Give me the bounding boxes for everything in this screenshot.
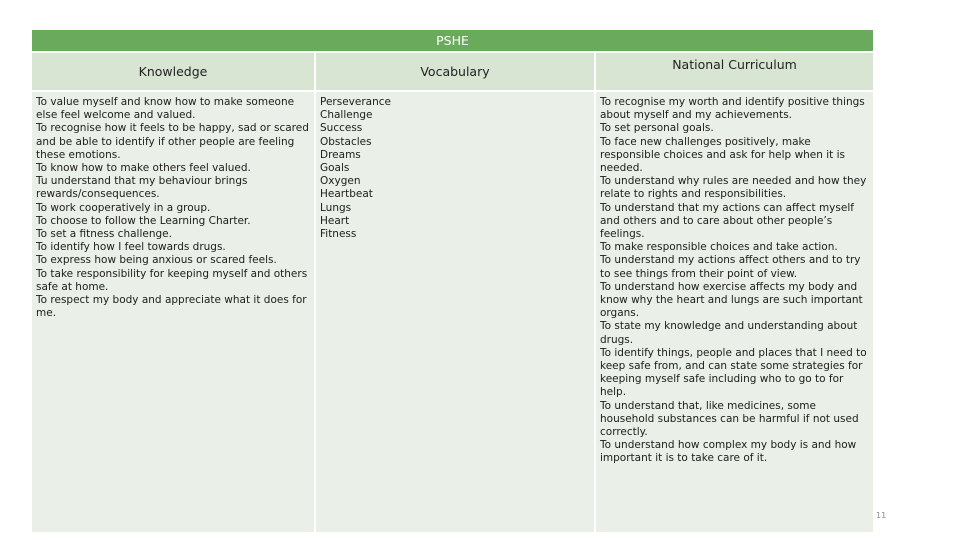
vocabulary-body-cell xyxy=(316,92,594,532)
list-item: To recognise my worth and identify positive things about myself and my achievements. xyxy=(600,96,865,122)
list-item: Oxygen xyxy=(320,175,361,188)
list-item: To understand my actions affect others and to try to see things from their point of view. xyxy=(600,254,861,280)
knowledge-list xyxy=(36,96,312,320)
list-item: To face new challenges positively, make responsible choices and ask for help when it is needed. xyxy=(600,135,846,175)
vocabulary-header-cell xyxy=(316,53,594,90)
list-item: To value myself and know how to make someone else feel welcome and valued. xyxy=(36,96,295,122)
list-item: Perseverance xyxy=(320,96,391,108)
list-item: To understand that, like medicines, some household substances can be harmful if not used correctly. xyxy=(600,399,859,439)
list-item: To state my knowledge and understanding about drugs. xyxy=(600,320,858,346)
vocabulary-list xyxy=(320,96,580,241)
knowledge-header-cell xyxy=(32,53,314,90)
list-item: To express how being anxious or scared feels. xyxy=(36,254,277,267)
list-item: Lungs xyxy=(320,201,352,214)
list-item: Heart xyxy=(320,214,350,227)
curriculum-table xyxy=(32,53,873,532)
list-item: Tu understand that my behaviour brings rewards/consequences. xyxy=(36,175,248,201)
list-item: Heartbeat xyxy=(320,188,373,201)
page-number: 11 xyxy=(876,511,887,520)
list-item: To understand that my actions can affect myself and others and to care about other people’s feelings. xyxy=(600,201,854,241)
national-curriculum-header: National Curriculum xyxy=(672,57,797,72)
national-curriculum-header-cell xyxy=(596,53,873,90)
list-item: Challenge xyxy=(320,109,373,122)
list-item: To identify things, people and places that I need to keep safe from, and can state some strategies for keeping myself safe including who to go to for help. xyxy=(600,346,867,399)
knowledge-header: Knowledge xyxy=(138,64,208,79)
list-item: To understand why rules are needed and how they relate to rights and responsibilities. xyxy=(600,175,867,201)
national-curriculum-body-cell xyxy=(596,92,873,532)
list-item: Dreams xyxy=(320,148,361,161)
list-item: To respect my body and appreciate what it does for me. xyxy=(36,294,307,320)
list-item: Obstacles xyxy=(320,135,372,148)
knowledge-body-cell xyxy=(32,92,314,532)
page-title: PSHE xyxy=(32,30,873,51)
list-item: To set personal goals. xyxy=(600,122,714,135)
list-item: To identify how I feel towards drugs. xyxy=(36,241,226,254)
list-item: Fitness xyxy=(320,228,357,241)
list-item: Goals xyxy=(320,162,350,175)
vocabulary-header: Vocabulary xyxy=(420,64,490,79)
list-item: To know how to make others feel valued. xyxy=(36,162,251,175)
list-item: To understand how complex my body is and how important it is to take care of it. xyxy=(600,439,857,465)
list-item: To take responsibility for keeping myself and others safe at home. xyxy=(36,267,308,293)
list-item: To set a fitness challenge. xyxy=(36,228,172,241)
list-item: To work cooperatively in a group. xyxy=(36,201,211,214)
list-item: To understand how exercise affects my body and know why the heart and lungs are such important organs. xyxy=(600,280,863,320)
national-curriculum-list xyxy=(600,96,872,466)
list-item: To make responsible choices and take action. xyxy=(600,241,838,254)
list-item: To recognise how it feels to be happy, sad or scared and be able to identify if other people are feeling these emotions. xyxy=(36,122,309,161)
list-item: Success xyxy=(320,122,363,135)
list-item: To choose to follow the Learning Charter. xyxy=(36,214,251,227)
